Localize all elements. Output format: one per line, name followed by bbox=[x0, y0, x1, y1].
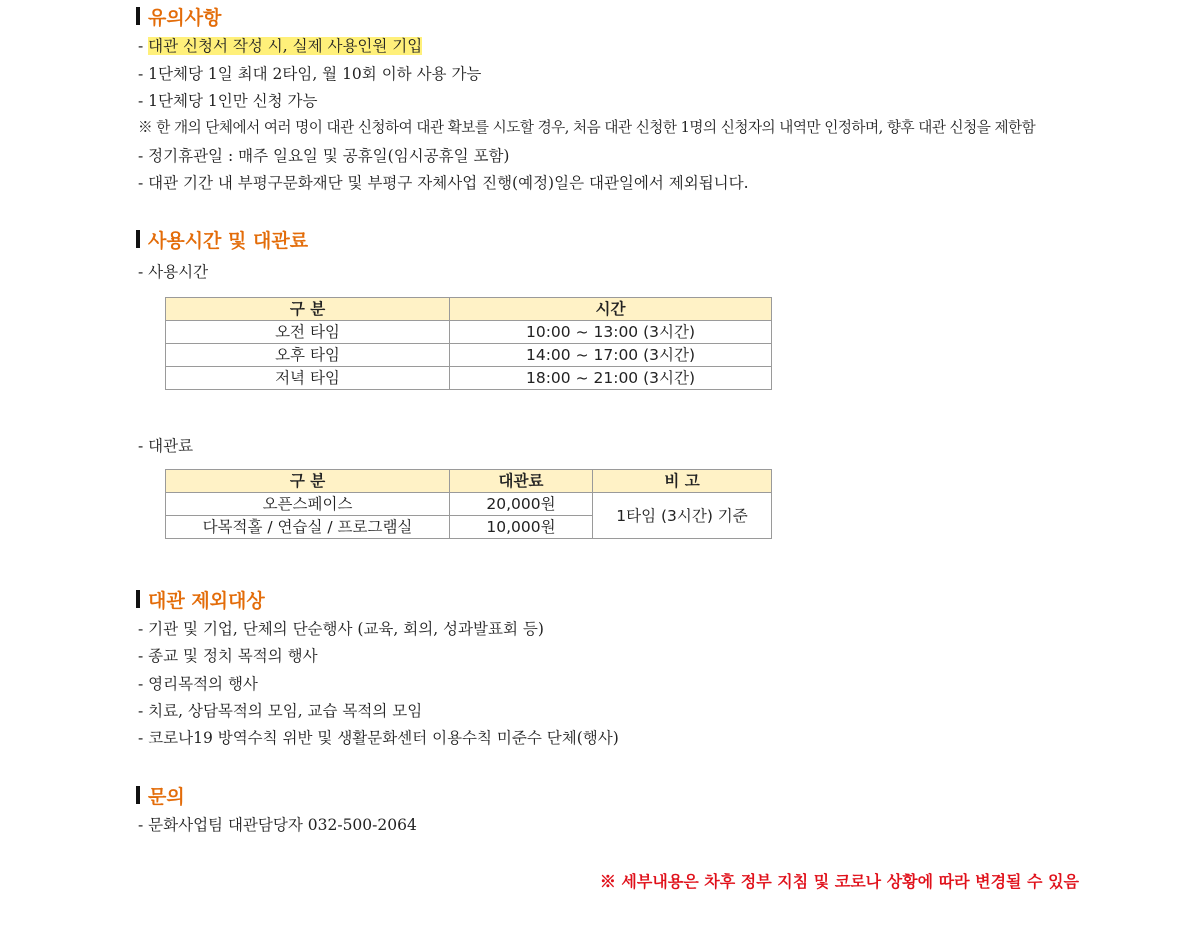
fee-table bbox=[165, 469, 772, 539]
table-header-cell: 시간 bbox=[450, 298, 772, 321]
table-header-cell: 구 분 bbox=[166, 470, 450, 493]
heading-bar-icon bbox=[136, 786, 140, 804]
section-heading-usage: 사용시간 및 대관료 bbox=[136, 226, 308, 252]
notice-warning: ※ 한 개의 단체에서 여러 명이 대관 신청하여 대관 확보를 시도할 경우, 처음 대관 신청한 1명의 신청자의 내역만 인정하며, 향후 대관 신청을 제한함 bbox=[138, 119, 1036, 136]
table-header-cell: 비 고 bbox=[593, 470, 772, 493]
heading-bar-icon bbox=[136, 230, 140, 248]
table-cell: 오전 타임 bbox=[166, 321, 450, 344]
section-heading-exclusion: 대관 제외대상 bbox=[136, 586, 265, 612]
table-cell: 10,000원 bbox=[450, 516, 593, 539]
exclusion-item: - 코로나19 방역수칙 위반 및 생활문화센터 이용수칙 미준수 단체(행사) bbox=[138, 729, 619, 747]
table-row bbox=[166, 367, 772, 390]
fee-label: - 대관료 bbox=[138, 437, 194, 455]
time-table bbox=[165, 297, 772, 390]
table-note-cell: 1타임 (3시간) 기준 bbox=[593, 493, 772, 539]
table-header-cell: 구 분 bbox=[166, 298, 450, 321]
exclusion-item: - 종교 및 정치 목적의 행사 bbox=[138, 647, 318, 665]
table-row bbox=[166, 493, 772, 516]
notice-item: - 대관 신청서 작성 시, 실제 사용인원 기입 bbox=[138, 37, 423, 55]
exclusion-item: - 기관 및 기업, 단체의 단순행사 (교육, 회의, 성과발표회 등) bbox=[138, 620, 544, 638]
notice-item: - 1단체당 1인만 신청 가능 bbox=[138, 92, 318, 110]
table-header-row bbox=[166, 298, 772, 321]
table-cell: 다목적홀 / 연습실 / 프로그램실 bbox=[166, 516, 450, 539]
heading-bar-icon bbox=[136, 590, 140, 608]
table-header-row bbox=[166, 470, 772, 493]
exclusion-item: - 영리목적의 행사 bbox=[138, 675, 258, 693]
exclusion-item: - 치료, 상담목적의 모임, 교습 목적의 모임 bbox=[138, 702, 423, 720]
table-row bbox=[166, 321, 772, 344]
table-cell: 저녁 타임 bbox=[166, 367, 450, 390]
time-label: - 사용시간 bbox=[138, 263, 209, 281]
table-row bbox=[166, 344, 772, 367]
section-heading-notice: 유의사항 bbox=[136, 3, 221, 29]
section-heading-contact: 문의 bbox=[136, 782, 185, 808]
highlighted-text: 대관 신청서 작성 시, 실제 사용인원 기입 bbox=[148, 37, 423, 55]
table-cell: 18:00 ~ 21:00 (3시간) bbox=[450, 367, 772, 390]
notice-item: - 정기휴관일 : 매주 일요일 및 공휴일(임시공휴일 포함) bbox=[138, 147, 510, 165]
heading-bar-icon bbox=[136, 7, 140, 25]
table-cell: 10:00 ~ 13:00 (3시간) bbox=[450, 321, 772, 344]
table-cell: 20,000원 bbox=[450, 493, 593, 516]
table-header-cell: 대관료 bbox=[450, 470, 593, 493]
contact-item: - 문화사업팀 대관담당자 032-500-2064 bbox=[138, 816, 417, 834]
table-cell: 오후 타임 bbox=[166, 344, 450, 367]
notice-item: - 대관 기간 내 부평구문화재단 및 부평구 자체사업 진행(예정)일은 대관일에서 제외됩니다. bbox=[138, 174, 749, 192]
footer-notice: ※ 세부내용은 차후 정부 지침 및 코로나 상황에 따라 변경될 수 있음 bbox=[599, 872, 1079, 891]
table-cell: 14:00 ~ 17:00 (3시간) bbox=[450, 344, 772, 367]
table-cell: 오픈스페이스 bbox=[166, 493, 450, 516]
notice-item: - 1단체당 1일 최대 2타임, 월 10회 이하 사용 가능 bbox=[138, 65, 482, 83]
